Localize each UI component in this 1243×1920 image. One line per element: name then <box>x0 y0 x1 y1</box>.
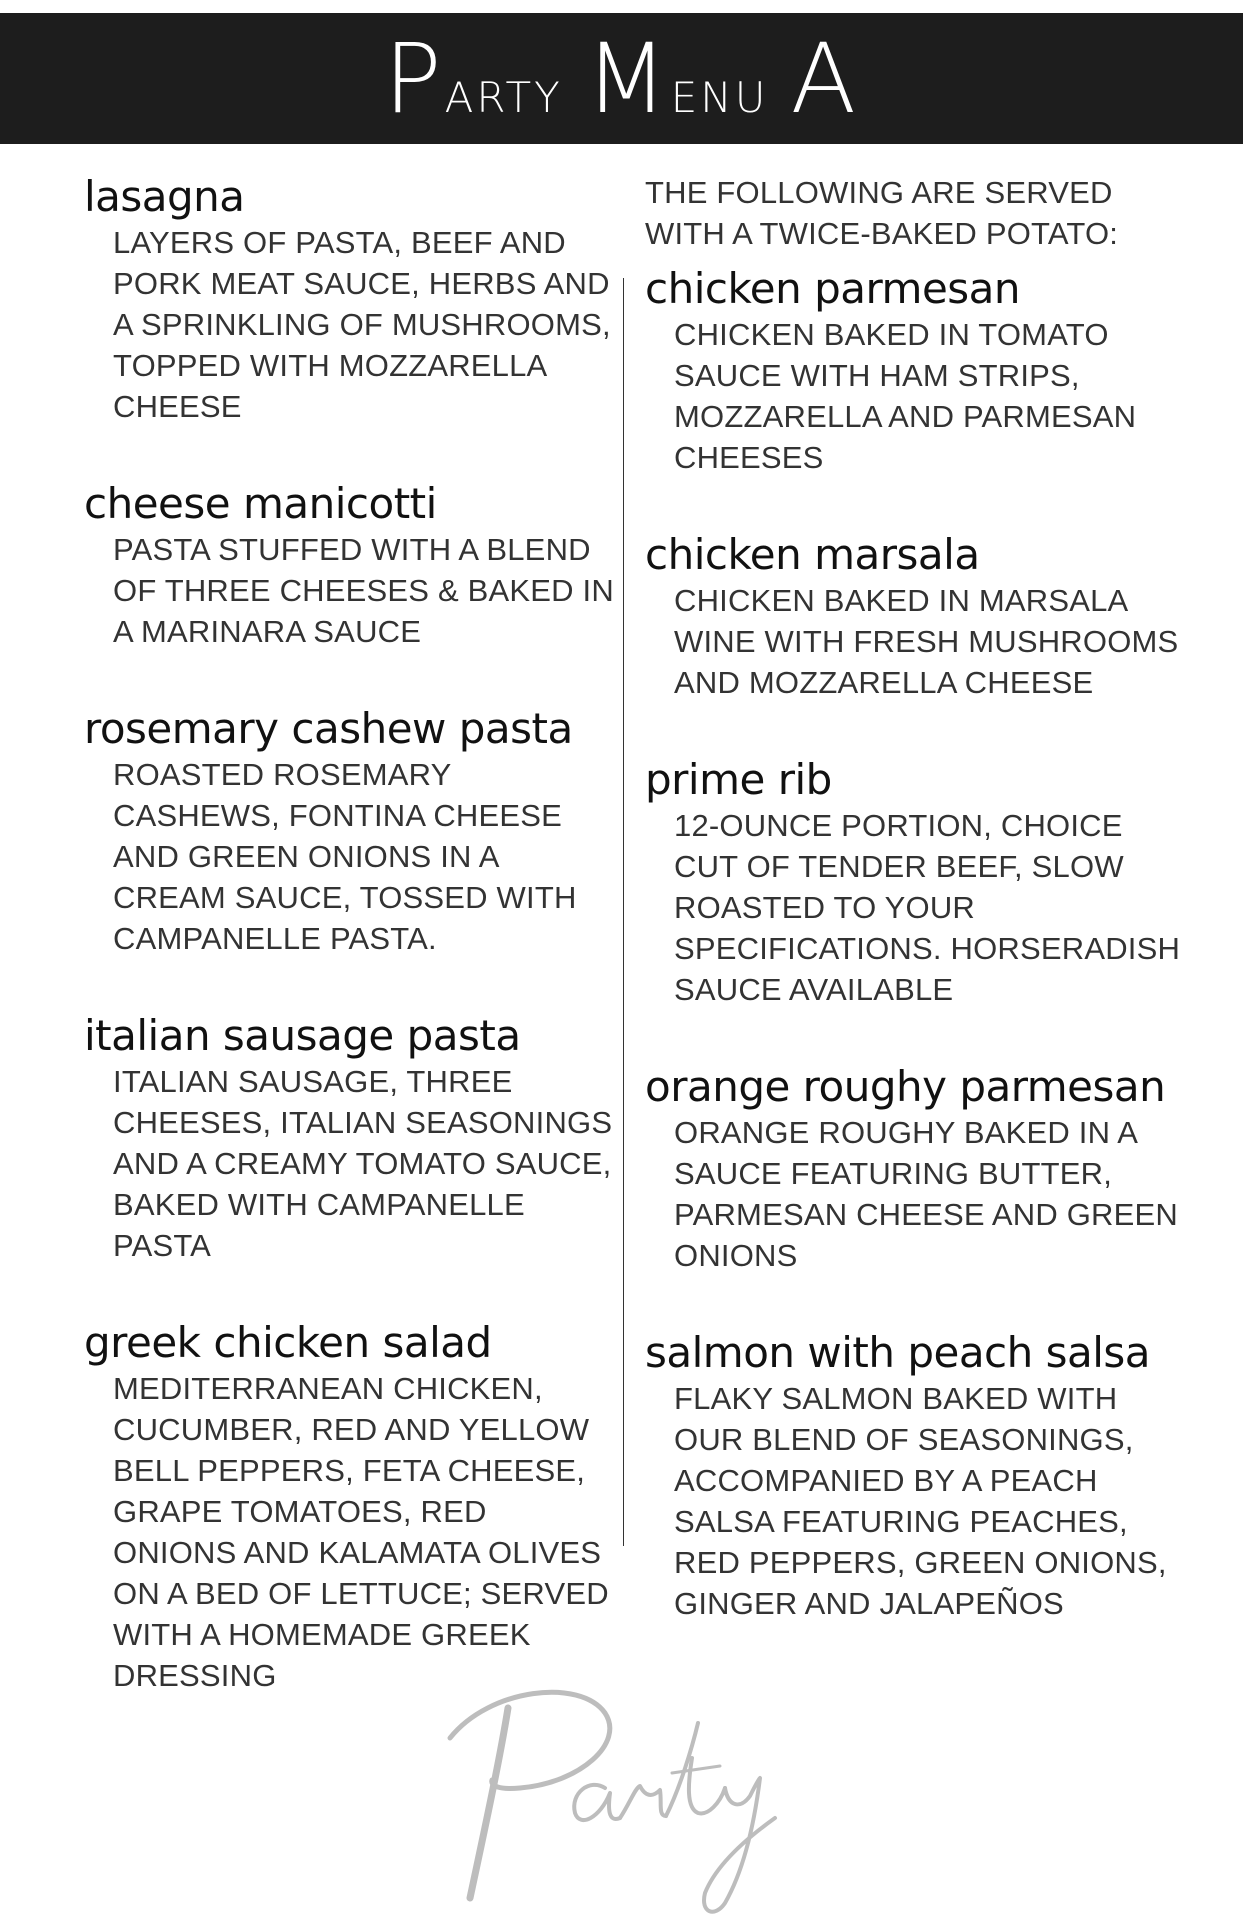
menu-item <box>645 1328 1185 1624</box>
menu-item-description: ORANGE ROUGHY BAKED IN A SAUCE FEATURING BUTTER, PARMESAN CHEESE AND GREEN ONIONS <box>674 1115 1178 1273</box>
menu-item-name: greek chicken salad <box>84 1318 492 1367</box>
menu-item-name: orange roughy parmesan <box>645 1062 1166 1111</box>
menu-item-name: chicken marsala <box>645 530 980 579</box>
menu-item <box>84 704 614 959</box>
party-script-watermark <box>430 1668 790 1920</box>
menu-item-description: ITALIAN SAUSAGE, THREE CHEESES, ITALIAN SEASONINGS AND A CREAMY TOMATO SAUCE, BAKED WITH CAMPANELLE PASTA <box>113 1064 613 1263</box>
menu-item <box>84 172 614 427</box>
menu-item-name: cheese manicotti <box>84 479 437 528</box>
menu-item-description: PASTA STUFFED WITH A BLEND OF THREE CHEESES & BAKED IN A MARINARA SAUCE <box>113 532 614 649</box>
menu-item-name: italian sausage pasta <box>84 1011 521 1060</box>
menu-item <box>84 1011 614 1266</box>
title-second-rest: enu <box>670 56 769 127</box>
section-intro: THE FOLLOWING ARE SERVED WITH A TWICE-BAKED POTATO: <box>645 175 1119 251</box>
menu-item <box>84 479 614 652</box>
title-third: A <box>790 22 860 135</box>
menu-item <box>645 530 1185 703</box>
menu-item <box>645 264 1185 478</box>
menu-item-name: chicken parmesan <box>645 264 1021 313</box>
menu-item-description: FLAKY SALMON BAKED WITH OUR BLEND OF SEASONINGS, ACCOMPANIED BY A PEACH SALSA FEATURING PEACHES, RED PEPPERS, GREEN ONIONS, GINGER AND JALAPEÑOS <box>674 1381 1167 1621</box>
title-first-letter: P <box>383 22 445 135</box>
menu-item-description: LAYERS OF PASTA, BEEF AND PORK MEAT SAUCE, HERBS AND A SPRINKLING OF MUSHROOMS, TOPPED WITH MOZZARELLA CHEESE <box>113 225 611 424</box>
title-first-rest: arty <box>444 56 563 127</box>
page-title <box>384 23 859 135</box>
left-column <box>84 172 614 1748</box>
menu-item <box>645 1062 1185 1276</box>
title-second-letter: M <box>584 22 671 135</box>
menu-item-description: MEDITERRANEAN CHICKEN, CUCUMBER, RED AND YELLOW BELL PEPPERS, FETA CHEESE, GRAPE TOMATOES, RED ONIONS AND KALAMATA OLIVES ON A BED OF LETTUCE; SERVED WITH A HOMEMADE GREEK DRESSING <box>113 1371 609 1693</box>
right-column <box>645 172 1185 1676</box>
column-divider <box>623 278 624 1546</box>
menu-item-description: CHICKEN BAKED IN TOMATO SAUCE WITH HAM STRIPS, MOZZARELLA AND PARMESAN CHEESES <box>674 317 1137 475</box>
menu-item-name: lasagna <box>84 172 245 221</box>
menu-item-name: salmon with peach salsa <box>645 1328 1151 1377</box>
menu-item-name: rosemary cashew pasta <box>84 704 573 753</box>
menu-item-description: ROASTED ROSEMARY CASHEWS, FONTINA CHEESE AND GREEN ONIONS IN A CREAM SAUCE, TOSSED WITH CAMPANELLE PASTA. <box>113 757 577 956</box>
header-bar <box>0 13 1243 144</box>
menu-item-description: CHICKEN BAKED IN MARSALA WINE WITH FRESH MUSHROOMS AND MOZZARELLA CHEESE <box>674 583 1179 700</box>
watermark-text: Party <box>430 1668 433 1669</box>
menu-item <box>645 755 1185 1010</box>
menu-item <box>84 1318 614 1696</box>
menu-item-name: prime rib <box>645 755 832 804</box>
menu-item-description: 12-OUNCE PORTION, CHOICE CUT OF TENDER BEEF, SLOW ROASTED TO YOUR SPECIFICATIONS. HORSERADISH SAUCE AVAILABLE <box>674 808 1181 1007</box>
